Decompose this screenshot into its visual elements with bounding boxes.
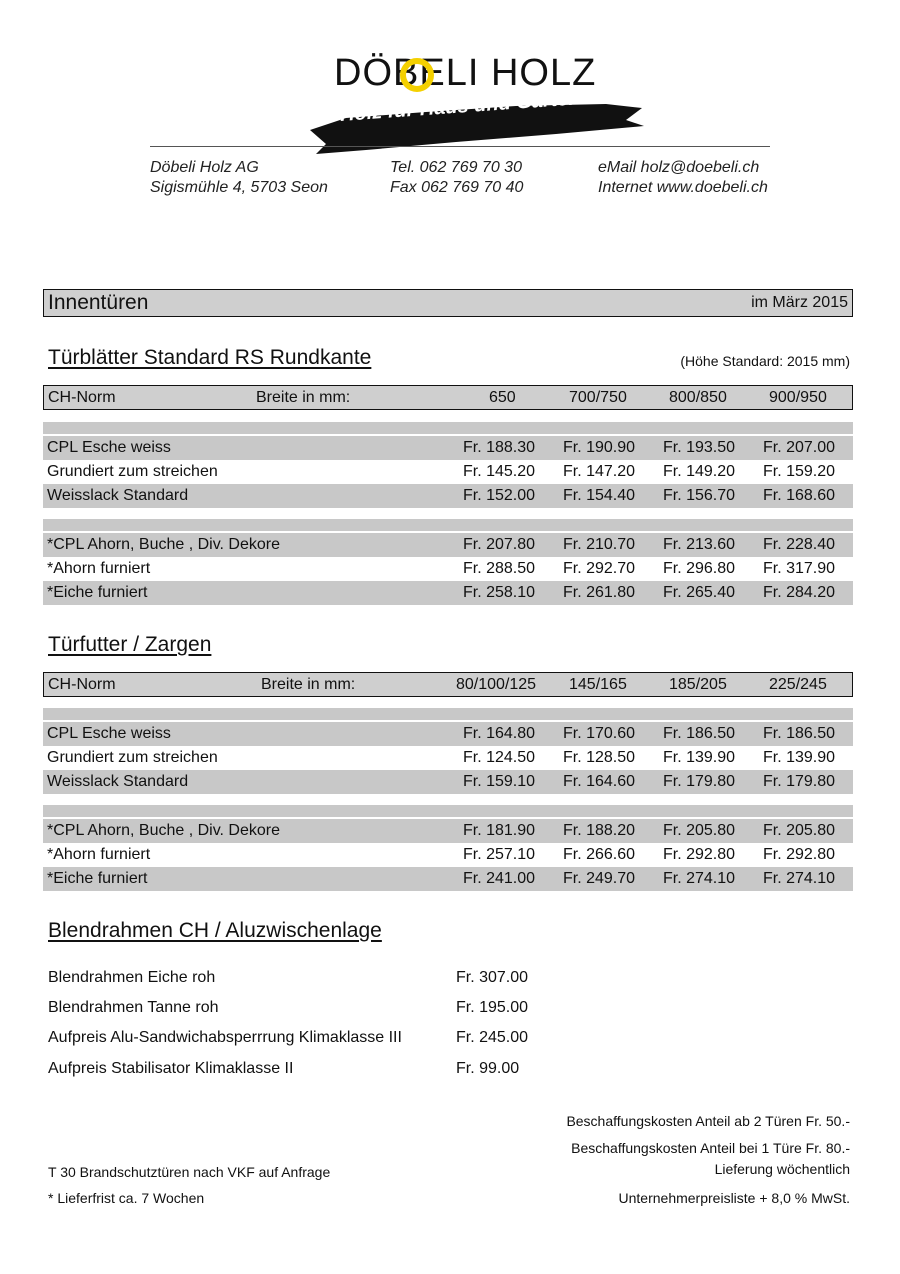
section-heading-tuerfutter: Türfutter / Zargen [48, 633, 212, 656]
company-address: Sigismühle 4, 5703 Seon [150, 179, 328, 196]
price-cell: Fr. 207.80 [463, 536, 536, 553]
header-col-4: 225/245 [769, 675, 827, 693]
fax-number: Fax 062 769 70 40 [390, 179, 524, 196]
slogan: Holz für Haus und Garten [339, 87, 582, 126]
company-name: Döbeli Holz AG [150, 159, 259, 176]
price-cell: Fr. 266.60 [563, 846, 636, 863]
price-cell: Fr. 159.20 [763, 463, 836, 480]
header-breite: Breite in mm: [256, 388, 351, 406]
header-divider [150, 146, 770, 147]
table-row [43, 819, 853, 843]
price-cell: Fr. 292.80 [663, 846, 736, 863]
price-cell: Fr. 261.80 [563, 584, 636, 601]
row-label: *CPL Ahorn, Buche , Div. Dekore [47, 822, 280, 839]
table-spacer [43, 519, 853, 531]
blend-item-price: Fr. 195.00 [456, 999, 529, 1016]
header-col-4: 900/950 [769, 388, 827, 406]
table-row [43, 533, 853, 557]
header-col-1: 80/100/125 [456, 675, 537, 693]
row-label: Weisslack Standard [47, 773, 189, 790]
price-cell: Fr. 207.00 [763, 439, 836, 456]
price-cell: Fr. 164.80 [463, 725, 536, 742]
row-label: CPL Esche weiss [47, 439, 171, 456]
row-label: *Ahorn furniert [47, 846, 151, 863]
table-spacer [43, 805, 853, 817]
price-cell: Fr. 210.70 [563, 536, 636, 553]
price-cell: Fr. 139.90 [763, 749, 836, 766]
table-row [43, 436, 853, 460]
price-cell: Fr. 193.50 [663, 439, 736, 456]
page-title: Innentüren [48, 291, 149, 314]
procurement-cost-2-doors: Beschaffungskosten Anteil ab 2 Türen Fr. 50.- [566, 1113, 850, 1129]
price-cell: Fr. 152.00 [463, 487, 536, 504]
price-cell: Fr. 284.20 [763, 584, 836, 601]
price-cell: Fr. 186.50 [663, 725, 736, 742]
price-cell: Fr. 181.90 [463, 822, 536, 839]
price-cell: Fr. 139.90 [663, 749, 736, 766]
price-cell: Fr. 149.20 [663, 463, 736, 480]
price-cell: Fr. 188.20 [563, 822, 636, 839]
table-row [43, 746, 853, 770]
height-note: (Höhe Standard: 2015 mm) [680, 353, 850, 369]
header-col-1: 650 [489, 388, 516, 406]
row-label: Grundiert zum streichen [47, 749, 218, 766]
fire-door-note: T 30 Brandschutztüren nach VKF auf Anfrage [48, 1164, 331, 1180]
blend-item-price: Fr. 245.00 [456, 1029, 529, 1046]
blend-item-label: Aufpreis Stabilisator Klimaklasse II [48, 1060, 294, 1077]
price-cell: Fr. 228.40 [763, 536, 836, 553]
header-col-3: 185/205 [669, 675, 727, 693]
blend-item-label: Blendrahmen Tanne roh [48, 999, 219, 1016]
blend-item-label: Blendrahmen Eiche roh [48, 969, 216, 986]
table-header [43, 672, 853, 697]
price-cell: Fr. 170.60 [563, 725, 636, 742]
table-spacer [43, 708, 853, 720]
price-cell: Fr. 265.40 [663, 584, 736, 601]
lead-time-note: * Lieferfrist ca. 7 Wochen [48, 1190, 205, 1206]
blend-item-price: Fr. 307.00 [456, 969, 529, 986]
table-row [43, 581, 853, 605]
row-label: *CPL Ahorn, Buche , Div. Dekore [47, 536, 280, 553]
price-cell: Fr. 241.00 [463, 870, 536, 887]
blend-item-label: Aufpreis Alu-Sandwichabsperrrung Klimaklasse III [48, 1029, 402, 1046]
price-cell: Fr. 124.50 [463, 749, 536, 766]
table-row [43, 460, 853, 484]
date-label: im März 2015 [751, 294, 848, 311]
price-cell: Fr. 249.70 [563, 870, 636, 887]
price-cell: Fr. 296.80 [663, 560, 736, 577]
row-label: *Ahorn furniert [47, 560, 151, 577]
price-cell: Fr. 288.50 [463, 560, 536, 577]
header-norm: CH-Norm [48, 675, 116, 693]
price-cell: Fr. 156.70 [663, 487, 736, 504]
table-row [43, 843, 853, 867]
row-label: *Eiche furniert [47, 870, 148, 887]
table-header [43, 385, 853, 410]
procurement-cost-1-door: Beschaffungskosten Anteil bei 1 Türe Fr. 80.- [571, 1140, 850, 1156]
table-spacer [43, 422, 853, 434]
price-cell: Fr. 213.60 [663, 536, 736, 553]
delivery-note: Lieferung wöchentlich [714, 1161, 850, 1177]
price-cell: Fr. 154.40 [563, 487, 636, 504]
price-cell: Fr. 179.80 [663, 773, 736, 790]
header-breite: Breite in mm: [261, 675, 356, 693]
table-row [43, 770, 853, 794]
price-cell: Fr. 186.50 [763, 725, 836, 742]
price-cell: Fr. 188.30 [463, 439, 536, 456]
price-cell: Fr. 168.60 [763, 487, 836, 504]
price-cell: Fr. 190.90 [563, 439, 636, 456]
price-cell: Fr. 205.80 [763, 822, 836, 839]
table-row [43, 557, 853, 581]
blend-item-price: Fr. 99.00 [456, 1060, 520, 1077]
vat-note: Unternehmerpreisliste + 8,0 % MwSt. [618, 1190, 850, 1206]
price-cell: Fr. 292.70 [563, 560, 636, 577]
brand-logo-text: DÖBELI HOLZ [334, 52, 597, 94]
header-norm: CH-Norm [48, 388, 116, 406]
price-cell: Fr. 274.10 [763, 870, 836, 887]
row-label: Grundiert zum streichen [47, 463, 218, 480]
row-label: CPL Esche weiss [47, 725, 171, 742]
price-cell: Fr. 205.80 [663, 822, 736, 839]
title-bar [43, 289, 853, 317]
price-cell: Fr. 274.10 [663, 870, 736, 887]
table-row [43, 722, 853, 746]
price-cell: Fr. 145.20 [463, 463, 536, 480]
section-heading-blendrahmen: Blendrahmen CH / Aluzwischenlage [48, 919, 382, 942]
price-cell: Fr. 164.60 [563, 773, 636, 790]
price-cell: Fr. 317.90 [763, 560, 836, 577]
price-cell: Fr. 292.80 [763, 846, 836, 863]
logo-ring-icon [400, 58, 434, 92]
header-col-2: 145/165 [569, 675, 627, 693]
price-cell: Fr. 128.50 [563, 749, 636, 766]
price-cell: Fr. 179.80 [763, 773, 836, 790]
price-cell: Fr. 257.10 [463, 846, 536, 863]
header-col-3: 800/850 [669, 388, 727, 406]
table-row [43, 867, 853, 891]
phone-number: Tel. 062 769 70 30 [390, 159, 522, 176]
row-label: *Eiche furniert [47, 584, 148, 601]
email-address: eMail holz@doebeli.ch [598, 159, 760, 176]
table-row [43, 484, 853, 508]
header-col-2: 700/750 [569, 388, 627, 406]
price-cell: Fr. 159.10 [463, 773, 536, 790]
row-label: Weisslack Standard [47, 487, 189, 504]
website-address: Internet www.doebeli.ch [598, 179, 768, 196]
section-heading-tuerblaetter: Türblätter Standard RS Rundkante [48, 346, 372, 369]
price-cell: Fr. 258.10 [463, 584, 536, 601]
price-cell: Fr. 147.20 [563, 463, 636, 480]
